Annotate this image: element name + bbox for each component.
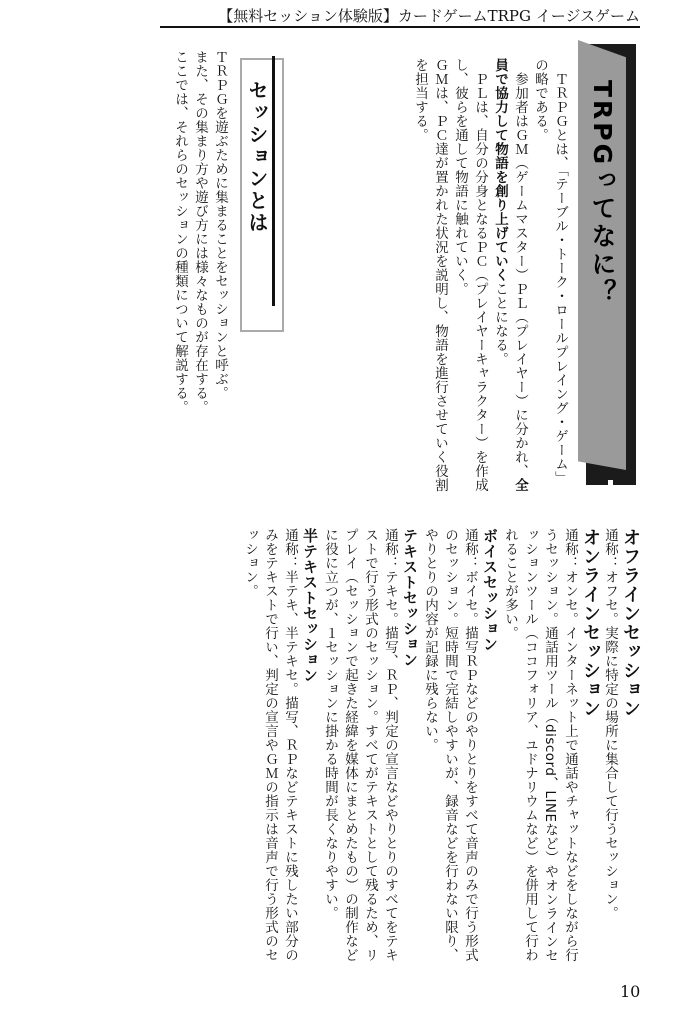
- voice-body: 通称：ボイセ。描写ＲＰなどのやりとりをすべて音声のみで行う形式のセッション。短時間で完結しやすいが、録音などを行わない限り、やりとりの内容が記録に残らない。: [422, 528, 478, 962]
- text-body: 通称：テキセ。描写、ＲＰ、判定の宣言などやりとりのすべてをテキストで行う形式のセッション。すべてがテキストとして残るため、リプレイ（セッションで起きた経緯を媒体にまとめたもの）の制作などに役に立つが、１セッションに掛かる時間が長くなりやすい。: [322, 528, 398, 962]
- session-paragraph-2: また、その集まり方や遊び方には様々なものが存在する。: [192, 50, 208, 414]
- text-title: テキストセッション: [401, 528, 419, 668]
- online-body: 通称：オンセ。インターネット上で通話やチャットなどをしながら行うセッション。通話用ツール（discord、LINEなど）やオンラインセッションツール（ココフォリア、ユドナリウムなど）を併用して行われることが多い。: [502, 528, 578, 963]
- title-banner: [578, 40, 636, 485]
- page-number: 10: [620, 982, 641, 1001]
- gm-paragraph: ＧＭは、ＰＣ達が置かれた状況を説明し、物語を進行させていく役割を担当する。: [412, 58, 448, 492]
- participants-tail: ことになる。: [492, 282, 508, 366]
- offline-body: 通称：オフセ。実際に特定の場所に集合して行うセッション。: [602, 528, 618, 920]
- banner-accent-line: [608, 480, 613, 520]
- running-header: [160, 4, 640, 28]
- half-text-title: 半テキストセッション: [301, 528, 319, 683]
- offline-title: オフラインセッション: [620, 528, 641, 718]
- participants-paragraph: [490, 58, 530, 498]
- session-types-block: [140, 528, 640, 968]
- half-text-body: 通称：半テキ、半テキセ。描写、ＲＰなどテキストに残したい部分のみをテキストで行い、判定の宣言やＧＭの指示は音声で行う形式のセッション。: [242, 528, 298, 962]
- voice-title: ボイスセッション: [481, 528, 499, 652]
- header-title: 【無料セッション体験版】カードゲームTRPG イージスゲーム: [218, 6, 640, 25]
- session-paragraph-1: ＴＲＰＧを遊ぶために集まることをセッションと呼ぶ。: [212, 50, 228, 400]
- participants-lead: 参加者はＧＭ（ゲームマスター）ＰＬ（プレイヤー）に分かれ、: [512, 71, 528, 478]
- banner-title: TRPGってなに？: [588, 80, 617, 308]
- session-intro-block: [145, 50, 230, 490]
- intro-text-block: [410, 58, 570, 498]
- online-title: オンラインセッション: [580, 528, 601, 718]
- section-heading-bar: [272, 56, 275, 306]
- intro-paragraph: ＴＲＰＧとは、「テーブル・トーク・ロールプレイング・ゲーム」の略である。: [532, 58, 568, 485]
- participants-bold: 全員で協力して物語を創り上げていく: [492, 58, 528, 492]
- session-paragraph-3: ここでは、それらのセッションの種類について解説する。: [172, 50, 188, 414]
- section-heading: セッションとは: [245, 80, 269, 234]
- pl-paragraph: ＰＬは、自分の分身となるＰＣ（プレイヤーキャラクター）を作成し、彼らを通して物語に触れていく。: [452, 58, 488, 492]
